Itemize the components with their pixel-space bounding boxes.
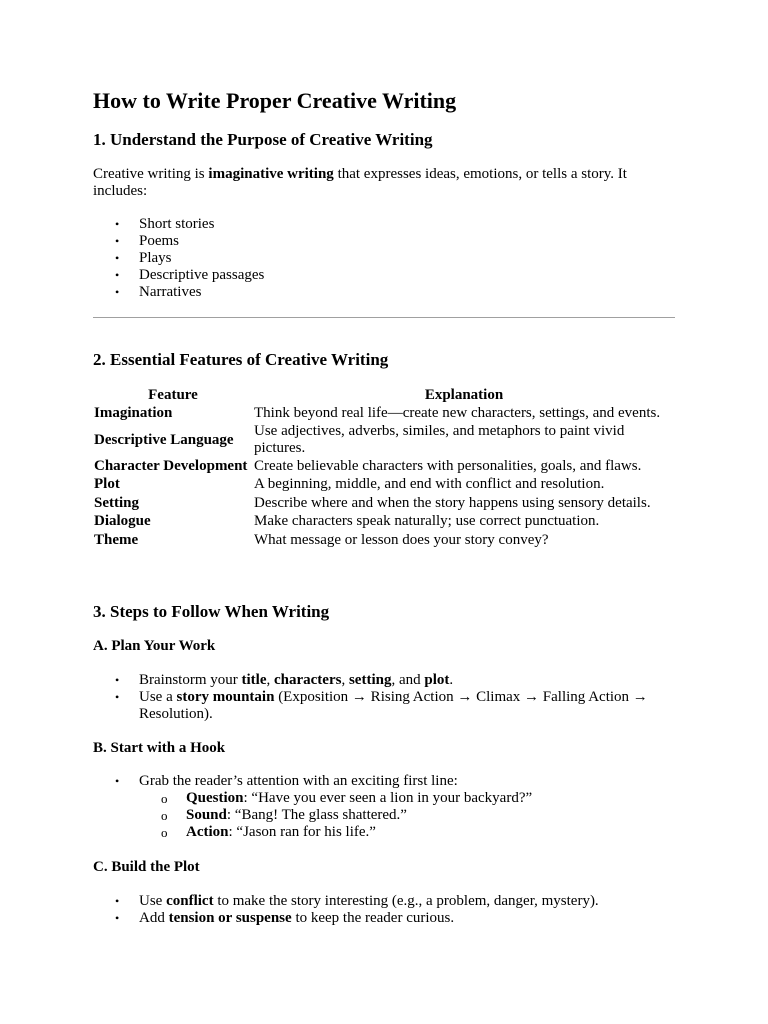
list-item: • Brainstorm your title, characters, setting, and plot. (115, 672, 454, 688)
hook-examples-list (93, 790, 675, 841)
explanation-cell: Use adjectives, adverbs, similes, and metaphors to paint vivid pictures. (254, 423, 625, 456)
section3-heading: 3. Steps to Follow When Writing (93, 602, 330, 621)
feature-cell: Dialogue (94, 513, 151, 530)
list-item: • Use a story mountain (Exposition → Rising Action → Climax → Falling Action → Resolution). (115, 689, 648, 722)
table-row (93, 476, 675, 495)
explanation-cell: A beginning, middle, and end with conflict and resolution. (254, 476, 605, 493)
subsection-c-heading: C. Build the Plot (93, 859, 200, 875)
list-item: • Narratives (115, 284, 202, 300)
document-title: How to Write Proper Creative Writing (93, 88, 457, 113)
table-row (93, 494, 675, 513)
explanation-cell: Create believable characters with personalities, goals, and flaws. (254, 457, 642, 474)
bullet-icon: • (115, 673, 120, 687)
bullet-icon: • (115, 217, 120, 231)
list-item: • Plays (115, 250, 172, 266)
section-divider (93, 317, 675, 318)
bullet-icon: • (115, 894, 120, 908)
explanation-cell: Make characters speak naturally; use correct punctuation. (254, 513, 600, 530)
table-header-row (93, 386, 675, 405)
bullet-icon: • (115, 268, 120, 282)
feature-cell: Imagination (94, 405, 173, 422)
table-row (93, 423, 675, 457)
circle-bullet-icon: o (161, 825, 168, 840)
list-item: • Add tension or suspense to keep the reader curious. (115, 910, 455, 926)
bullet-icon: • (115, 911, 120, 925)
sublist-item: o Action: “Jason ran for his life.” (161, 824, 376, 840)
table-row (93, 457, 675, 476)
list-item: • Use conflict to make the story interesting (e.g., a problem, danger, mystery). (115, 893, 599, 909)
bullet-icon: • (115, 774, 120, 788)
feature-cell: Theme (94, 531, 139, 548)
table-row (93, 405, 675, 424)
section1-intro: Creative writing is imaginative writing that expresses ideas, emotions, or tells a story. It includes: (93, 166, 627, 199)
subsection-a-heading: A. Plan Your Work (93, 638, 216, 654)
list-item: • Short stories (115, 216, 215, 232)
column-header-feature: Feature (148, 386, 198, 403)
feature-cell: Descriptive Language (94, 431, 234, 448)
sublist-container (93, 790, 675, 841)
subsection-a-list (93, 672, 675, 723)
section2-heading: 2. Essential Features of Creative Writing (93, 350, 389, 369)
sublist-item: o Question: “Have you ever seen a lion in your backyard?” (161, 790, 533, 806)
bullet-icon: • (115, 285, 120, 299)
explanation-cell: What message or lesson does your story convey? (254, 531, 549, 548)
table-row (93, 513, 675, 532)
explanation-cell: Describe where and when the story happens using sensory details. (254, 494, 651, 511)
explanation-cell: Think beyond real life—create new characters, settings, and events. (254, 405, 661, 422)
feature-cell: Character Development (94, 457, 248, 474)
feature-cell: Plot (94, 476, 120, 493)
bullet-icon: • (115, 690, 120, 704)
features-table (93, 386, 675, 550)
section1-heading: 1. Understand the Purpose of Creative Writing (93, 130, 433, 149)
column-header-explanation: Explanation (424, 386, 504, 403)
table-row (93, 531, 675, 550)
subsection-b-heading: B. Start with a Hook (93, 740, 226, 756)
sublist-item: o Sound: “Bang! The glass shattered.” (161, 807, 407, 823)
list-item: • Grab the reader’s attention with an exciting first line: (115, 773, 458, 789)
section1-list (93, 216, 675, 301)
feature-cell: Setting (94, 494, 139, 511)
circle-bullet-icon: o (161, 808, 168, 823)
list-item: • Descriptive passages (115, 267, 265, 283)
circle-bullet-icon: o (161, 791, 168, 806)
subsection-c-list (93, 893, 675, 927)
list-item: • Poems (115, 233, 180, 249)
subsection-b-list (93, 773, 675, 841)
bullet-icon: • (115, 251, 120, 265)
bullet-icon: • (115, 234, 120, 248)
